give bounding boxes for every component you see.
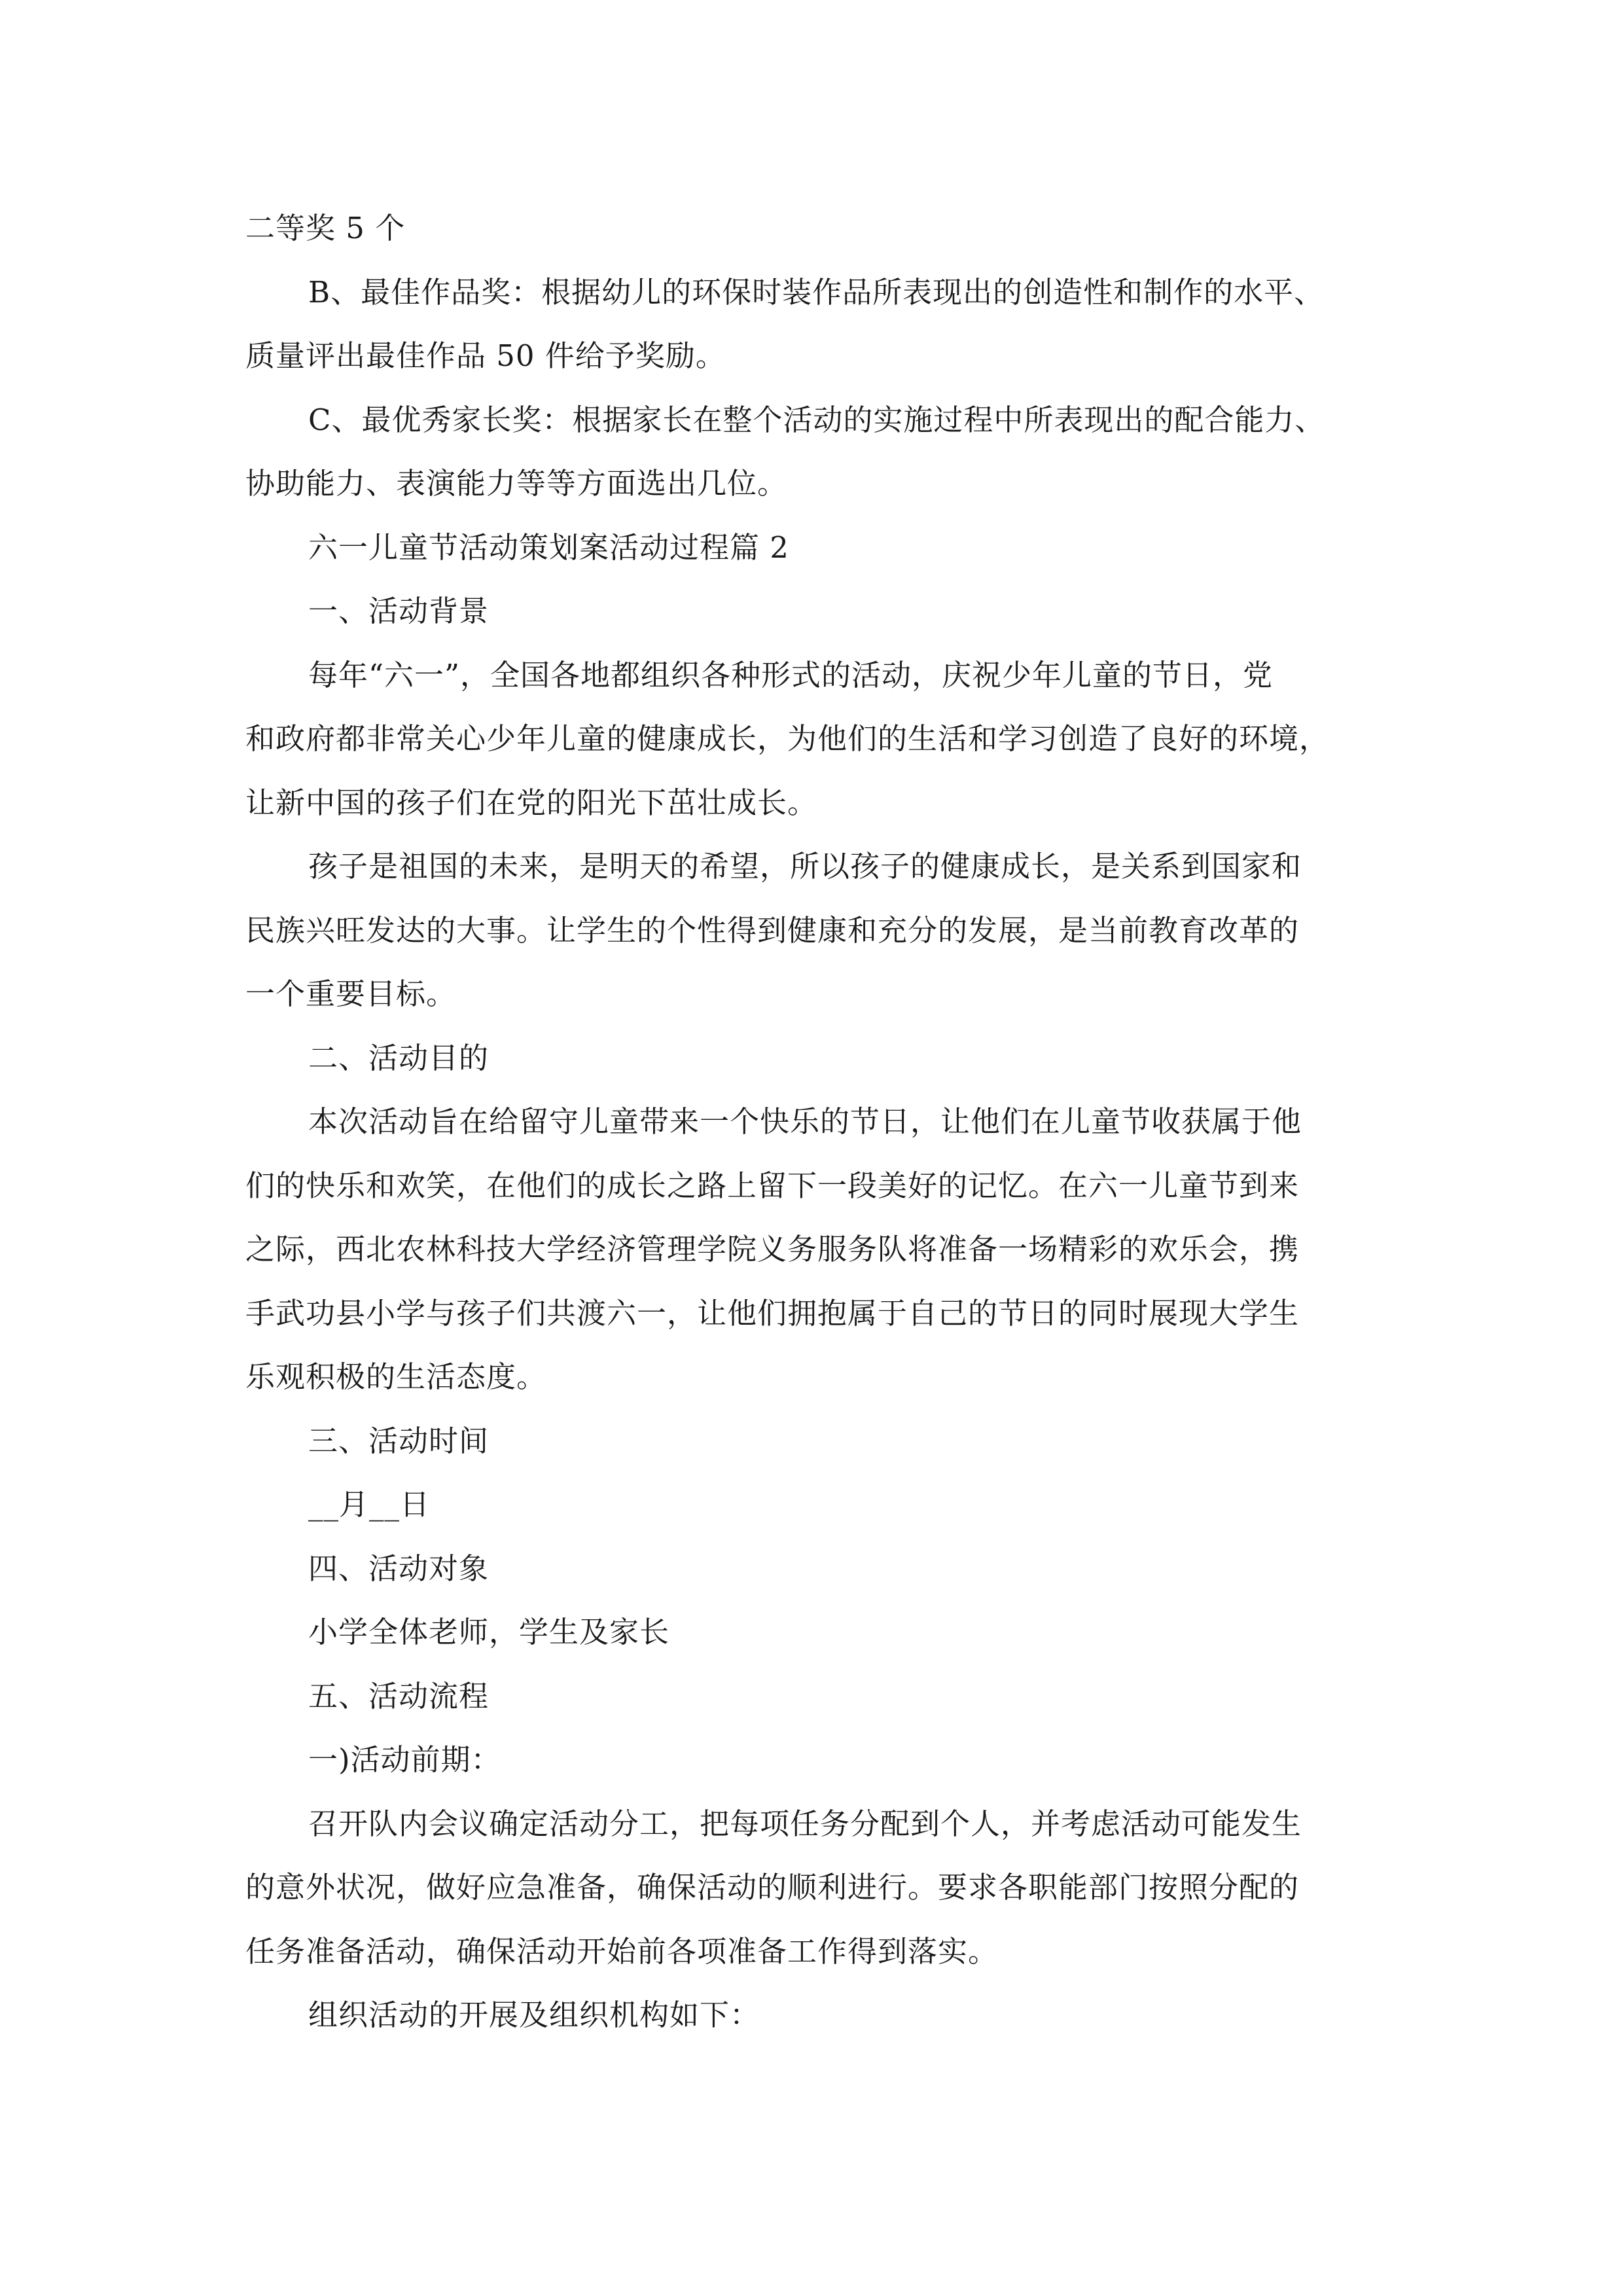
section-heading: 二、活动目的 (308, 1040, 490, 1075)
text-line: 任务准备活动，确保活动开始前各项准备工作得到落实。 (245, 1933, 999, 1969)
text-line: 召开队内会议确定活动分工，把每项任务分配到个人，并考虑活动可能发生 (308, 1806, 1302, 1841)
text-line: 们的快乐和欢笑，在他们的成长之路上留下一段美好的记忆。在六一儿童节到来 (245, 1168, 1300, 1203)
text-line: 小学全体老师，学生及家长 (308, 1615, 670, 1649)
subsection-heading: 一)活动前期： (308, 1742, 501, 1777)
text-line: C、最优秀家长奖：根据家长在整个活动的实施过程中所表现出的配合能力、 (308, 402, 1325, 437)
text-line: 孩子是祖国的未来，是明天的希望，所以孩子的健康成长，是关系到国家和 (308, 849, 1302, 884)
text-line: 本次活动旨在给留守儿童带来一个快乐的节日，让他们在儿童节收获属于他 (308, 1104, 1302, 1139)
text-line: 和政府都非常关心少年儿童的健康成长，为他们的生活和学习创造了良好的环境， (245, 721, 1330, 756)
text-line: 组织活动的开展及组织机构如下： (308, 1998, 760, 2032)
section-heading: 六一儿童节活动策划案活动过程篇 2 (308, 529, 789, 565)
text-line: 质量评出最佳作品 50 件给予奖励。 (245, 338, 726, 373)
section-heading: 三、活动时间 (308, 1423, 490, 1458)
section-heading: 一、活动背景 (308, 594, 490, 628)
text-line: __月__日 (308, 1487, 431, 1522)
text-line: 每年“六一”，全国各地都组织各种形式的活动，庆祝少年儿童的节日，党 (308, 657, 1274, 692)
text-line: 之际，西北农林科技大学经济管理学院义务服务队将准备一场精彩的欢乐会，携 (245, 1232, 1300, 1266)
text-line: 一个重要目标。 (245, 977, 457, 1011)
section-heading: 五、活动流程 (308, 1678, 490, 1713)
text-line: 二等奖 5 个 (245, 211, 406, 245)
text-line: 乐观积极的生活态度。 (245, 1359, 547, 1394)
text-line: 让新中国的孩子们在党的阳光下茁壮成长。 (245, 785, 818, 820)
text-line: B、最佳作品奖：根据幼儿的环保时装作品所表现出的创造性和制作的水平、 (308, 274, 1325, 310)
text-line: 协助能力、表演能力等等方面选出几位。 (245, 466, 788, 501)
text-line: 民族兴旺发达的大事。让学生的个性得到健康和充分的发展，是当前教育改革的 (245, 912, 1300, 948)
section-heading: 四、活动对象 (308, 1551, 490, 1586)
text-line: 的意外状况，做好应急准备，确保活动的顺利进行。要求各职能部门按照分配的 (245, 1870, 1300, 1905)
text-line: 手武功县小学与孩子们共渡六一，让他们拥抱属于自己的节日的同时展现大学生 (245, 1295, 1300, 1331)
document-body (245, 196, 1384, 2047)
